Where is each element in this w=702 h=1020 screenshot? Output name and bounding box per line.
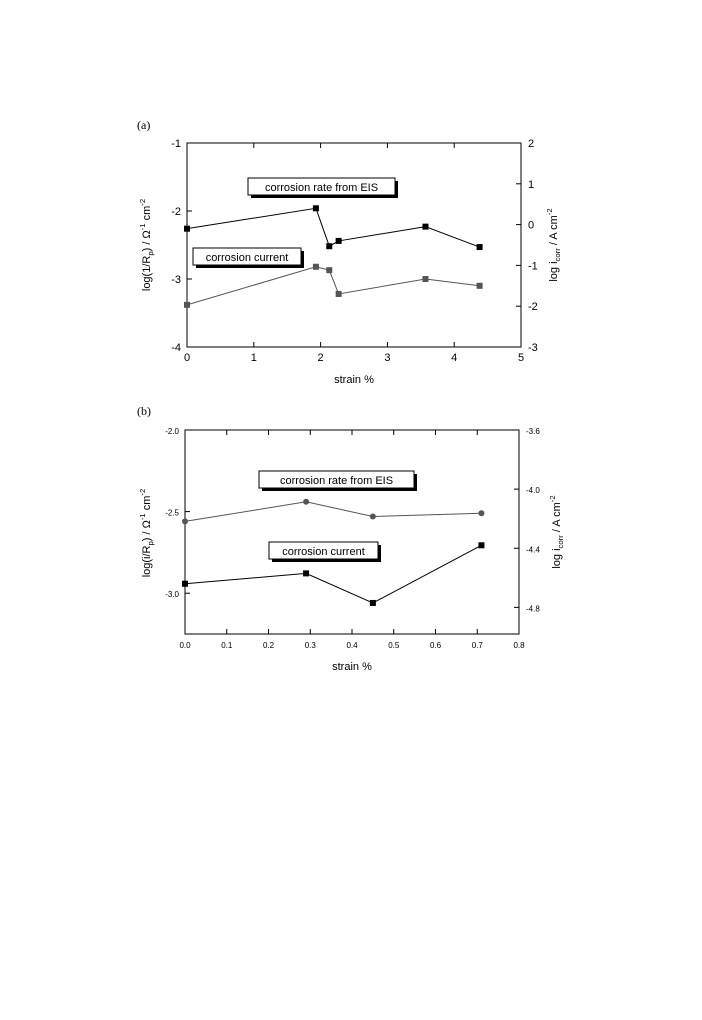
chart-a-annotation-text: corrosion rate from EIS [264,182,379,194]
panel-a-label: (a) [137,118,151,132]
chart-b-data-point [478,510,484,516]
chart-b-x-tick-label: 0.7 [471,641,483,650]
chart-a-data-point [336,291,342,297]
chart-a-y-left-tick-label: -3 [171,274,181,286]
chart-a-data-point [313,205,319,211]
chart-a-y-right-tick-label: 1 [528,178,535,191]
chart-a-data-point [422,224,428,230]
chart-b-y-left-tick-label: -2.0 [165,427,179,436]
chart-a-data-point [184,226,190,232]
chart-b-x-tick-label: 0.6 [429,641,442,650]
chart-b-data-point [303,499,309,505]
chart-a-annotation-text: corrosion current [205,252,289,264]
chart-b-data-point [182,581,188,587]
chart-b-y-left-axis-label: $\log(i/R_p) / \Omega^{-1}$ $cm^{-2}$ [138,488,155,578]
chart-a-x-tick-label: 4 [451,352,458,364]
chart-a-x-tick-label: 3 [384,352,391,364]
chart-b-annotation-text: corrosion rate from EIS [279,475,394,487]
chart-b-data-point [182,518,188,524]
chart-b-x-tick-label: 0.1 [221,641,233,650]
chart-a-y-right-tick-label: -1 [528,260,538,273]
chart-a-data-point [326,267,332,273]
chart-a-y-right-tick-label: -3 [528,342,538,354]
chart-a-data-point [326,243,332,249]
chart-b-x-axis-label: strain % [332,661,372,673]
chart-b-x-tick-label: 0.5 [388,641,400,650]
chart-b-x-tick-label: 0.4 [346,641,358,650]
chart-a-data-point [184,302,190,308]
chart-b-data-point [303,570,309,576]
chart-a-y-left-tick-label: -4 [171,342,181,354]
chart-a-x-axis-label: strain % [334,374,374,386]
chart-b-y-right-axis-label: $\log i_{corr}$ / A $cm^{-2}$ [548,495,565,569]
chart-a-x-tick-label: 2 [317,352,324,364]
chart-a-y-left-tick-label: -1 [171,138,181,150]
chart-b-data-point [370,600,376,606]
chart-b-x-tick-label: 0.2 [262,641,275,650]
chart-b-y-right-tick-label: -3.6 [526,427,540,436]
chart-a-series-line-0 [187,208,480,247]
chart-b-data-point [370,513,376,519]
chart-b-y-right-tick-label: -4.8 [526,604,540,614]
chart-b-x-tick-label: 0.3 [304,641,316,650]
chart-a-series-line-1 [187,267,480,305]
chart-b-data-point [478,542,484,548]
chart-a-y-right-tick-label: 2 [528,138,535,150]
chart-a-data-point [477,244,483,250]
chart-b-x-tick-label: 0.0 [179,641,191,650]
chart-b-x-tick-label: 0.8 [513,641,525,650]
chart-a-y-right-tick-label: 0 [528,219,535,232]
chart-a-data-point [313,264,319,270]
chart-a-data-point [477,283,483,289]
chart-b-y-left-tick-label: -3.0 [165,590,179,600]
panel-b-label: (b) [137,404,151,418]
chart-a-y-left-tick-label: -2 [171,206,181,218]
chart-a-y-right-axis-label: $\log i_{corr}$ / A $cm^{-2}$ [545,208,562,282]
chart-a-data-point [336,238,342,244]
chart-b-y-right-tick-label: -4.4 [526,545,540,555]
chart-a-data-point [422,276,428,282]
chart-a-y-right-tick-label: -2 [528,301,538,314]
chart-b-plot-frame [185,430,519,634]
chart-b-annotation-text: corrosion current [282,546,365,558]
chart-b-series-line-0 [185,502,481,522]
chart-a-x-tick-label: 5 [517,352,525,364]
chart-b-y-right-tick-label: -4.0 [526,486,540,496]
chart-a-plot-frame [187,143,521,347]
chart-a-y-left-axis-label: $\log(1/R_p) / \Omega^{-1}$ $cm^{-2}$ [138,198,155,292]
chart-a-x-tick-label: 0 [183,352,191,364]
chart-b-y-left-tick-label: -2.5 [165,508,179,518]
chart-a-x-tick-label: 1 [250,352,257,364]
